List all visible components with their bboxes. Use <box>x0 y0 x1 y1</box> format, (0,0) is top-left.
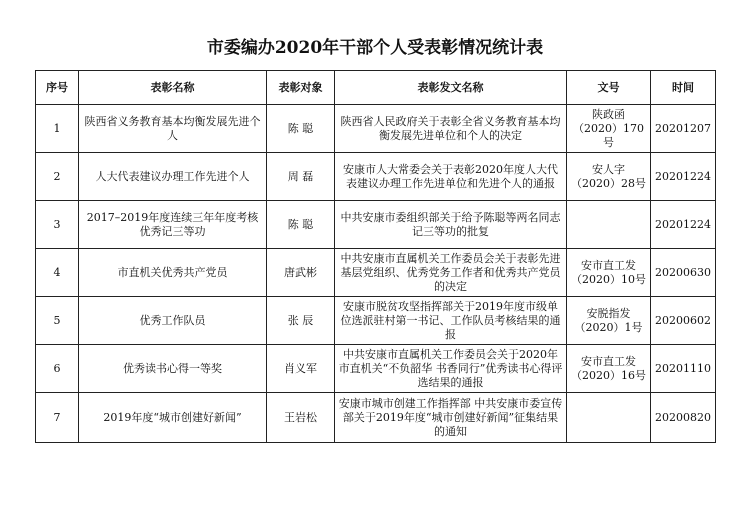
header-row <box>36 71 716 105</box>
cell-doc: 安康市城市创建工作指挥部 中共安康市委宣传部关于2019年度“城市创建好新闻”征集结果的通知 <box>335 393 567 443</box>
cell-date: 20201110 <box>651 345 716 393</box>
cell-no: 1 <box>36 105 79 153</box>
cell-award: 2017–2019年度连续三年年度考核优秀记三等功 <box>79 201 267 249</box>
cell-no: 7 <box>36 393 79 443</box>
table-row <box>36 153 716 201</box>
cell-person: 周 磊 <box>267 153 335 201</box>
table-row <box>36 393 716 443</box>
table-row <box>36 201 716 249</box>
cell-doc: 安康市脱贫攻坚指挥部关于2019年度市级单位选派驻村第一书记、工作队员考核结果的通报 <box>335 297 567 345</box>
col-header-award: 表彰名称 <box>79 71 267 105</box>
cell-person: 肖义军 <box>267 345 335 393</box>
award-table <box>35 70 716 443</box>
cell-award: 陕西省义务教育基本均衡发展先进个人 <box>79 105 267 153</box>
table-row <box>36 249 716 297</box>
cell-no: 4 <box>36 249 79 297</box>
cell-ref: 安人字（2020）28号 <box>567 153 651 201</box>
cell-ref: 陕政函（2020）170号 <box>567 105 651 153</box>
cell-doc: 中共安康市委组织部关于给予陈聪等两名同志记三等功的批复 <box>335 201 567 249</box>
col-header-person: 表彰对象 <box>267 71 335 105</box>
cell-award: 人大代表建议办理工作先进个人 <box>79 153 267 201</box>
cell-date: 20201207 <box>651 105 716 153</box>
cell-date: 20201224 <box>651 153 716 201</box>
cell-date: 20201224 <box>651 201 716 249</box>
cell-date: 20200602 <box>651 297 716 345</box>
cell-ref: 安脱指发（2020）1号 <box>567 297 651 345</box>
cell-date: 20200820 <box>651 393 716 443</box>
cell-no: 5 <box>36 297 79 345</box>
table-row <box>36 345 716 393</box>
cell-award: 2019年度“城市创建好新闻” <box>79 393 267 443</box>
cell-person: 张 辰 <box>267 297 335 345</box>
cell-ref <box>567 393 651 443</box>
cell-person: 王岩松 <box>267 393 335 443</box>
cell-doc: 中共安康市直属机关工作委员会关于2020年市直机关“不负韶华 书香同行”优秀读书心得评选结果的通报 <box>335 345 567 393</box>
cell-person: 唐武彬 <box>267 249 335 297</box>
table-row <box>36 297 716 345</box>
cell-date: 20200630 <box>651 249 716 297</box>
cell-ref <box>567 201 651 249</box>
cell-award: 优秀读书心得一等奖 <box>79 345 267 393</box>
col-header-doc: 表彰发文名称 <box>335 71 567 105</box>
cell-no: 2 <box>36 153 79 201</box>
page-title: 市委编办2020年干部个人受表彰情况统计表 <box>206 38 544 58</box>
cell-no: 3 <box>36 201 79 249</box>
cell-doc: 陕西省人民政府关于表彰全省义务教育基本均衡发展先进单位和个人的决定 <box>335 105 567 153</box>
col-header-ref: 文号 <box>567 71 651 105</box>
cell-ref: 安市直工发（2020）16号 <box>567 345 651 393</box>
cell-award: 优秀工作队员 <box>79 297 267 345</box>
cell-award: 市直机关优秀共产党员 <box>79 249 267 297</box>
cell-person: 陈 聪 <box>267 105 335 153</box>
cell-ref: 安市直工发（2020）10号 <box>567 249 651 297</box>
col-header-no: 序号 <box>36 71 79 105</box>
cell-doc: 中共安康市直属机关工作委员会关于表彰先进基层党组织、优秀党务工作者和优秀共产党员的决定 <box>335 249 567 297</box>
col-header-date: 时间 <box>651 71 716 105</box>
cell-doc: 安康市人大常委会关于表彰2020年度人大代表建议办理工作先进单位和先进个人的通报 <box>335 153 567 201</box>
cell-person: 陈 聪 <box>267 201 335 249</box>
table-row <box>36 105 716 153</box>
cell-no: 6 <box>36 345 79 393</box>
